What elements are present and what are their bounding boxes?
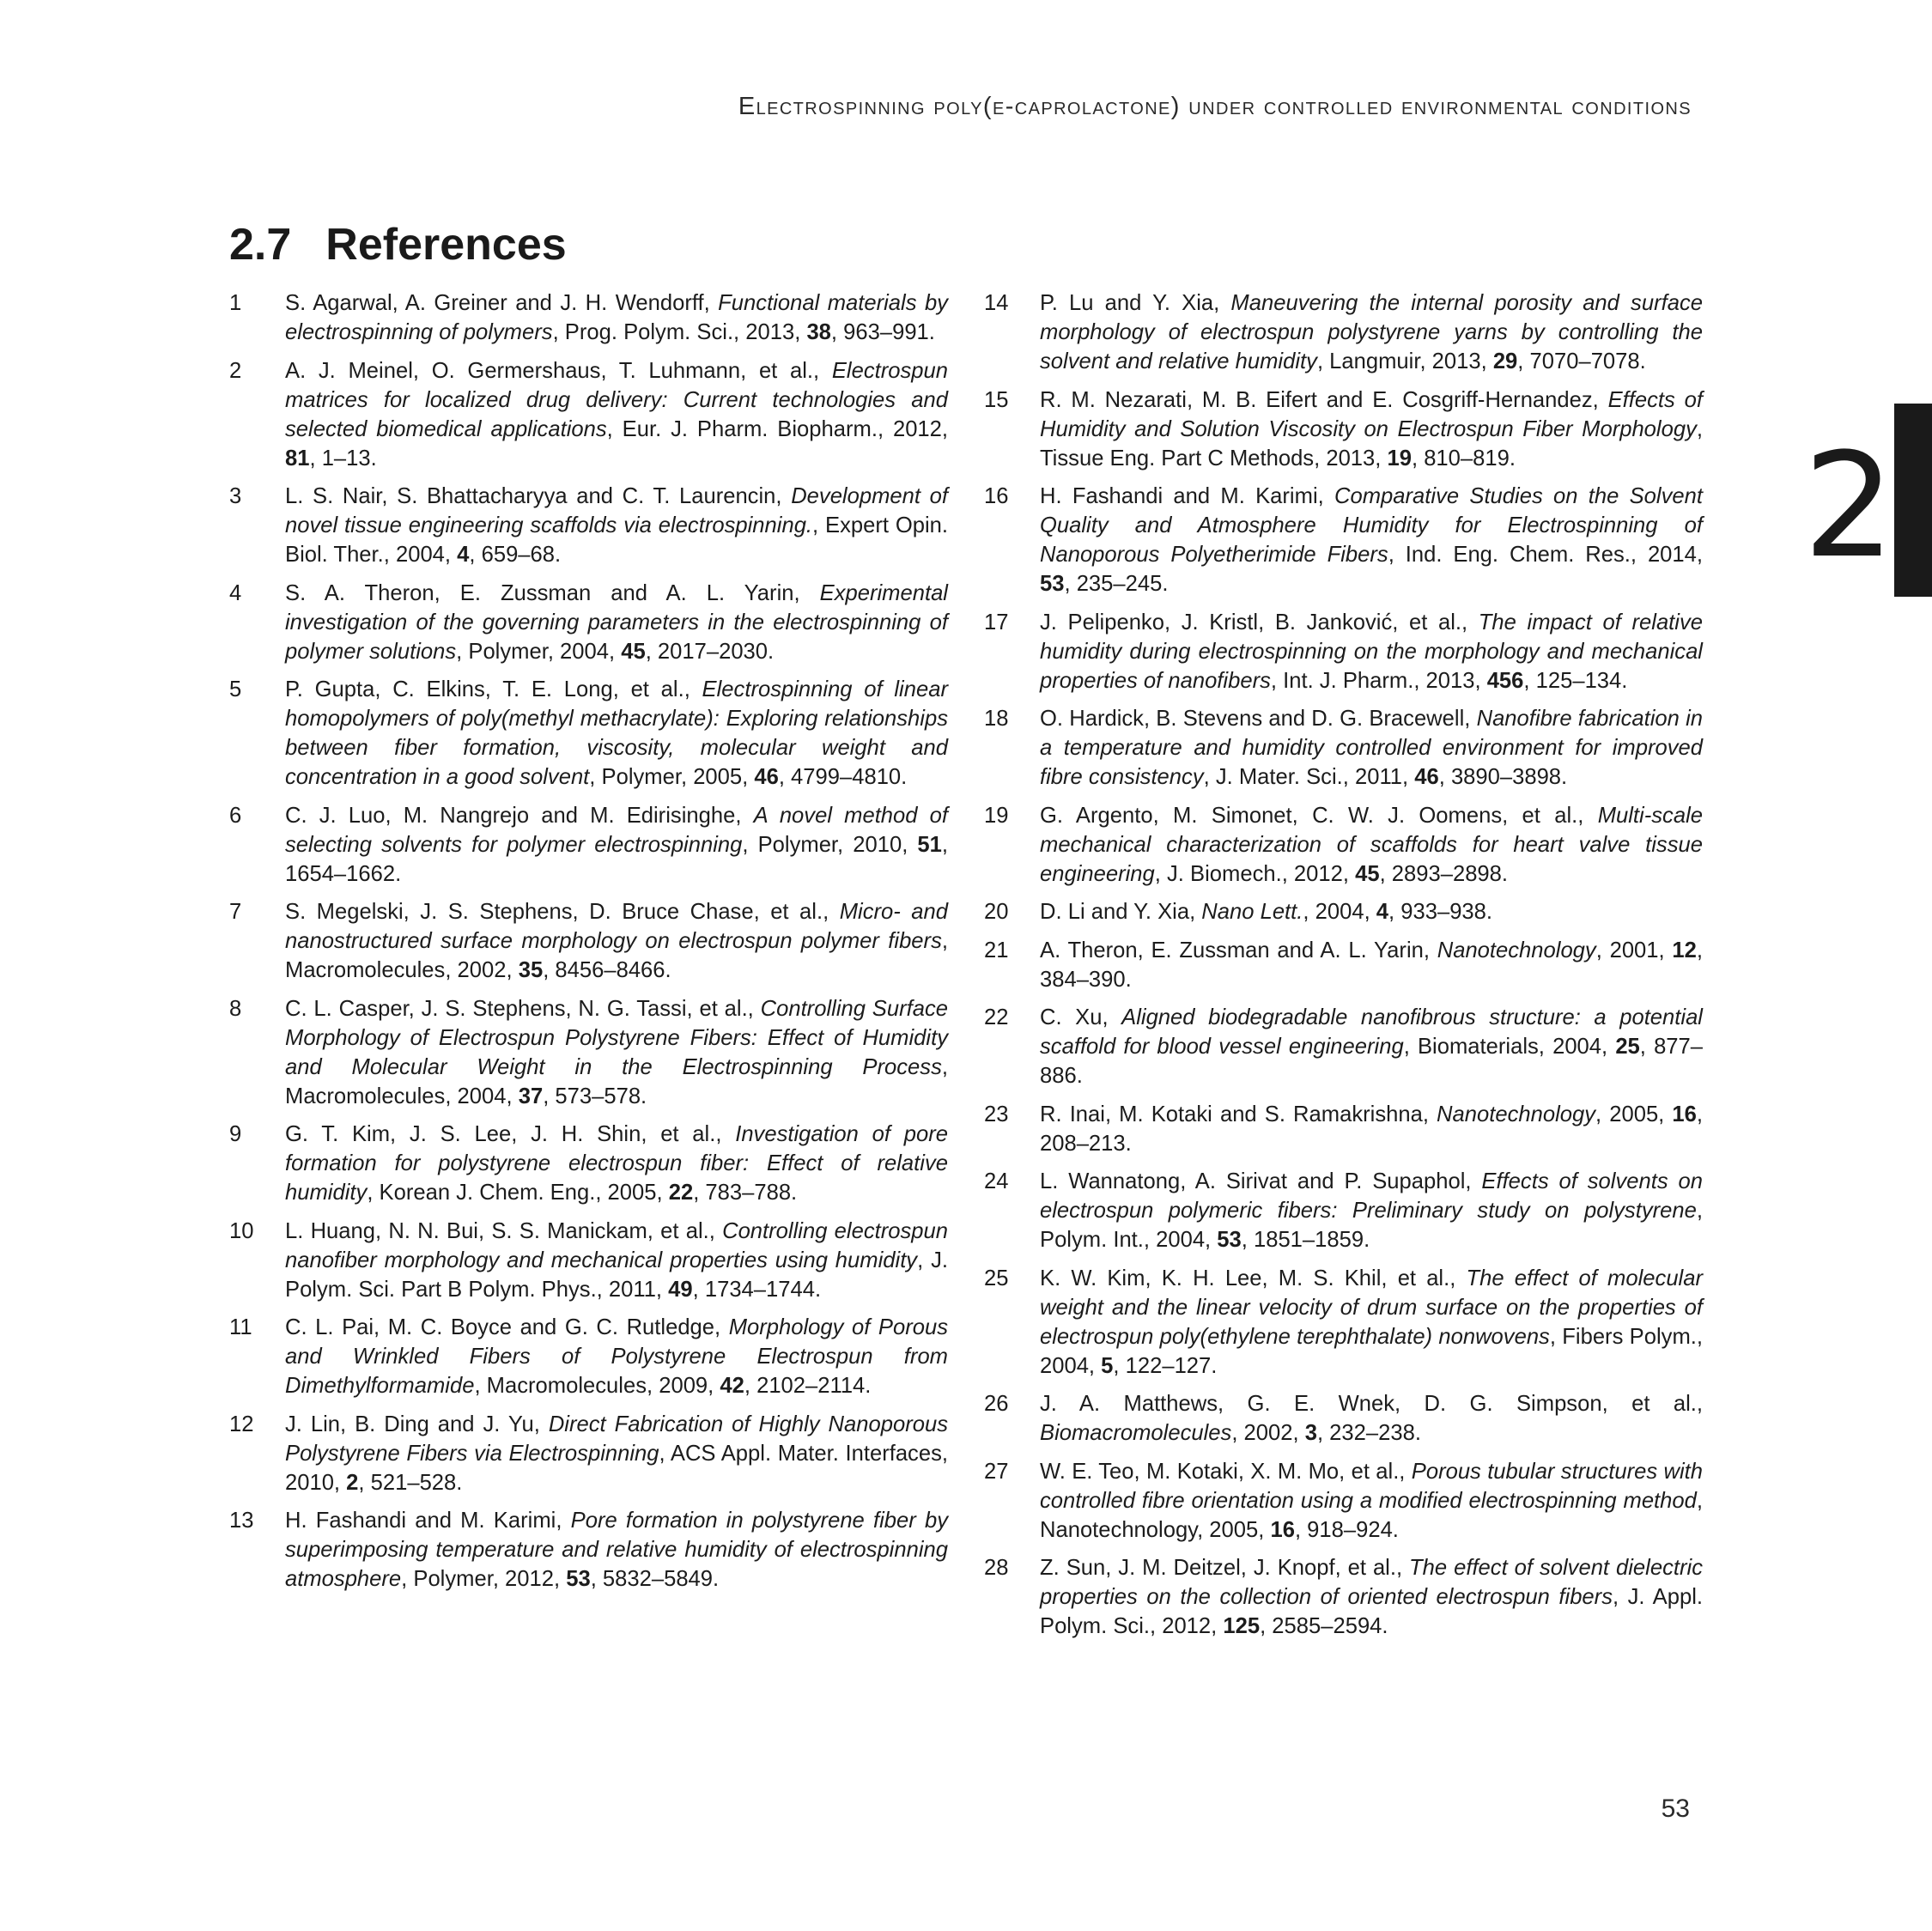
reference-text: C. L. Pai, M. C. Boyce and G. C. Rutledge, Morphology of Porous and Wrinkled Fibers of Polystyrene Electrospun from Dimethylformamide, Macromolecules, 2009, 42, 2102–2114. bbox=[285, 1315, 948, 1398]
reference-text: G. T. Kim, J. S. Lee, J. H. Shin, et al., Investigation of pore formation for polystyrene electrospun fiber: Effect of relative humidity, Korean J. Chem. Eng., 2005, 22, 783–788. bbox=[285, 1122, 948, 1205]
reference-text: C. J. Luo, M. Nangrejo and M. Edirisinghe, A novel method of selecting solvents for polymer electrospinning, Polymer, 2010, 51, 1654–1662. bbox=[285, 803, 948, 886]
reference-item bbox=[229, 1120, 948, 1207]
chapter-tab-marker bbox=[1894, 404, 1932, 597]
chapter-number: 2 bbox=[1803, 422, 1895, 590]
reference-item bbox=[229, 356, 948, 473]
reference-number: 28 bbox=[984, 1556, 1009, 1580]
references-column-right bbox=[984, 288, 1703, 1650]
reference-text: O. Hardick, B. Stevens and D. G. Bracewell, Nanofibre fabrication in a temperature and humidity controlled environment for improved fibre consistency, J. Mater. Sci., 2011, 46, 3890–3898. bbox=[1040, 707, 1703, 789]
reference-item bbox=[229, 1410, 948, 1497]
reference-number: 26 bbox=[984, 1392, 1009, 1416]
reference-item bbox=[984, 897, 1703, 926]
reference-text: A. J. Meinel, O. Germershaus, T. Luhmann, et al., Electrospun matrices for localized drug delivery: Current technologies and selected biomedical applications, Eur. J. Pharm. Biopharm., 2012, 81, 1–13. bbox=[285, 358, 949, 471]
reference-number: 10 bbox=[229, 1218, 254, 1243]
reference-number: 16 bbox=[984, 484, 1009, 508]
reference-item bbox=[229, 1217, 948, 1304]
reference-item bbox=[229, 675, 948, 792]
reference-item bbox=[984, 386, 1703, 473]
reference-item bbox=[984, 1003, 1703, 1090]
reference-text: J. Pelipenko, J. Kristl, B. Janković, et al., The impact of relative humidity during electrospinning on the morphology and mechanical properties of nanofibers, Int. J. Pharm., 2013, 456, 125–134. bbox=[1040, 610, 1704, 693]
section-heading bbox=[229, 219, 567, 270]
reference-text: D. Li and Y. Xia, Nano Lett., 2004, 4, 933–938. bbox=[1040, 900, 1493, 924]
reference-number: 24 bbox=[984, 1169, 1009, 1193]
reference-number: 2 bbox=[229, 358, 242, 383]
running-header: Electrospinning poly(ε-caprolactone) under controlled environmental conditions bbox=[738, 93, 1692, 120]
reference-item bbox=[984, 1553, 1703, 1641]
reference-number: 21 bbox=[984, 938, 1009, 962]
reference-item bbox=[229, 482, 948, 569]
reference-text: L. Huang, N. N. Bui, S. S. Manickam, et al., Controlling electrospun nanofiber morphology and mechanical properties using humidity, J. Polym. Sci. Part B Polym. Phys., 2011, 49, 1734–1744. bbox=[285, 1218, 948, 1302]
reference-number: 19 bbox=[984, 803, 1009, 828]
reference-number: 3 bbox=[229, 484, 242, 508]
section-number: 2.7 bbox=[229, 220, 292, 270]
section-title: References bbox=[325, 220, 567, 270]
reference-text: G. Argento, M. Simonet, C. W. J. Oomens, et al., Multi-scale mechanical characterization of scaffolds for heart valve tissue engineering, J. Biomech., 2012, 45, 2893–2898. bbox=[1040, 803, 1703, 886]
reference-item bbox=[984, 1389, 1703, 1448]
reference-item bbox=[229, 897, 948, 985]
reference-number: 27 bbox=[984, 1459, 1009, 1484]
reference-item bbox=[984, 288, 1703, 376]
reference-text: K. W. Kim, K. H. Lee, M. S. Khil, et al., The effect of molecular weight and the linear velocity of drum surface on the properties of electrospun poly(ethylene terephthalate) nonwovens, Fibers Polym., 2004, 5, 122–127. bbox=[1040, 1266, 1704, 1378]
references-column-left bbox=[229, 288, 948, 1603]
reference-text: R. Inai, M. Kotaki and S. Ramakrishna, Nanotechnology, 2005, 16, 208–213. bbox=[1040, 1102, 1703, 1156]
reference-text: R. M. Nezarati, M. B. Eifert and E. Cosgriff-Hernandez, Effects of Humidity and Solution Viscosity on Electrospun Fiber Morphology, Tissue Eng. Part C Methods, 2013, 19, 810–819. bbox=[1040, 387, 1703, 471]
reference-text: Z. Sun, J. M. Deitzel, J. Knopf, et al., The effect of solvent dielectric properties on the collection of oriented electrospun fibers, J. Appl. Polym. Sci., 2012, 125, 2585–2594. bbox=[1040, 1556, 1703, 1638]
reference-text: A. Theron, E. Zussman and A. L. Yarin, Nanotechnology, 2001, 12, 384–390. bbox=[1040, 938, 1703, 992]
reference-text: C. L. Casper, J. S. Stephens, N. G. Tassi, et al., Controlling Surface Morphology of Electrospun Polystyrene Fibers: Effect of Humidity and Molecular Weight in the Electrospinning Process, Macromolecules, 2004, 37, 573–578. bbox=[285, 996, 948, 1108]
reference-item bbox=[984, 1100, 1703, 1158]
reference-item bbox=[984, 801, 1703, 889]
reference-number: 7 bbox=[229, 900, 242, 924]
reference-text: J. Lin, B. Ding and J. Yu, Direct Fabrication of Highly Nanoporous Polystyrene Fibers via Electrospinning, ACS Appl. Mater. Interfaces, 2010, 2, 521–528. bbox=[285, 1412, 948, 1495]
reference-number: 22 bbox=[984, 1005, 1009, 1029]
reference-text: H. Fashandi and M. Karimi, Comparative Studies on the Solvent Quality and Atmosphere Humidity for Electrospinning of Nanoporous Polyetherimide Fibers, Ind. Eng. Chem. Res., 2014, 53, 235–245. bbox=[1040, 484, 1703, 596]
reference-text: L. Wannatong, A. Sirivat and P. Supaphol, Effects of solvents on electrospun polymeric fibers: Preliminary study on polystyrene, Polym. Int., 2004, 53, 1851–1859. bbox=[1040, 1169, 1703, 1252]
reference-item bbox=[229, 288, 948, 347]
reference-item bbox=[229, 579, 948, 666]
reference-text: P. Gupta, C. Elkins, T. E. Long, et al., Electrospinning of linear homopolymers of poly(methyl methacrylate): Exploring relationships between fiber formation, viscosity, molecular weight and concentration in a good solvent, Polymer, 2005, 46, 4799–4810. bbox=[285, 677, 948, 789]
reference-item bbox=[984, 936, 1703, 994]
page-number: 53 bbox=[1661, 1794, 1690, 1823]
reference-item bbox=[984, 608, 1703, 695]
reference-text: S. Megelski, J. S. Stephens, D. Bruce Chase, et al., Micro- and nanostructured surface morphology on electrospun polymer fibers, Macromolecules, 2002, 35, 8456–8466. bbox=[285, 900, 948, 982]
reference-text: C. Xu, Aligned biodegradable nanofibrous structure: a potential scaffold for blood vessel engineering, Biomaterials, 2004, 25, 877–886. bbox=[1040, 1005, 1703, 1088]
reference-number: 23 bbox=[984, 1102, 1009, 1126]
reference-text: J. A. Matthews, G. E. Wnek, D. G. Simpson, et al., Biomacromolecules, 2002, 3, 232–238. bbox=[1040, 1392, 1703, 1445]
reference-item bbox=[984, 1167, 1703, 1254]
reference-number: 20 bbox=[984, 900, 1009, 924]
reference-item bbox=[984, 482, 1703, 598]
reference-item bbox=[984, 1457, 1703, 1545]
reference-number: 17 bbox=[984, 610, 1009, 635]
reference-item bbox=[229, 1313, 948, 1400]
reference-number: 5 bbox=[229, 677, 242, 701]
reference-number: 14 bbox=[984, 291, 1009, 315]
reference-number: 18 bbox=[984, 707, 1009, 731]
reference-item bbox=[229, 801, 948, 889]
reference-number: 6 bbox=[229, 803, 242, 828]
reference-text: S. A. Theron, E. Zussman and A. L. Yarin, Experimental investigation of the governing parameters in the electrospinning of polymer solutions, Polymer, 2004, 45, 2017–2030. bbox=[285, 580, 948, 664]
reference-text: S. Agarwal, A. Greiner and J. H. Wendorff, Functional materials by electrospinning of polymers, Prog. Polym. Sci., 2013, 38, 963–991. bbox=[285, 291, 948, 344]
reference-text: P. Lu and Y. Xia, Maneuvering the internal porosity and surface morphology of electrospun polystyrene yarns by controlling the solvent and relative humidity, Langmuir, 2013, 29, 7070–7078. bbox=[1040, 291, 1703, 373]
reference-number: 1 bbox=[229, 291, 242, 315]
reference-item bbox=[229, 994, 948, 1111]
reference-item bbox=[984, 704, 1703, 792]
reference-text: H. Fashandi and M. Karimi, Pore formation in polystyrene fiber by superimposing temperature and relative humidity of electrospinning atmosphere, Polymer, 2012, 53, 5832–5849. bbox=[285, 1509, 948, 1591]
reference-number: 25 bbox=[984, 1266, 1009, 1290]
reference-number: 8 bbox=[229, 996, 242, 1021]
reference-item bbox=[229, 1506, 948, 1594]
reference-number: 13 bbox=[229, 1509, 254, 1533]
reference-item bbox=[984, 1264, 1703, 1381]
reference-number: 9 bbox=[229, 1122, 242, 1146]
reference-number: 11 bbox=[229, 1315, 252, 1339]
reference-text: W. E. Teo, M. Kotaki, X. M. Mo, et al., Porous tubular structures with controlled fibre orientation using a modified electrospinning method, Nanotechnology, 2005, 16, 918–924. bbox=[1040, 1459, 1703, 1542]
reference-number: 15 bbox=[984, 387, 1009, 412]
reference-number: 4 bbox=[229, 580, 242, 605]
reference-text: L. S. Nair, S. Bhattacharyya and C. T. Laurencin, Development of novel tissue engineering scaffolds via electrospinning., Expert Opin. Biol. Ther., 2004, 4, 659–68. bbox=[285, 484, 948, 567]
reference-number: 12 bbox=[229, 1412, 254, 1436]
